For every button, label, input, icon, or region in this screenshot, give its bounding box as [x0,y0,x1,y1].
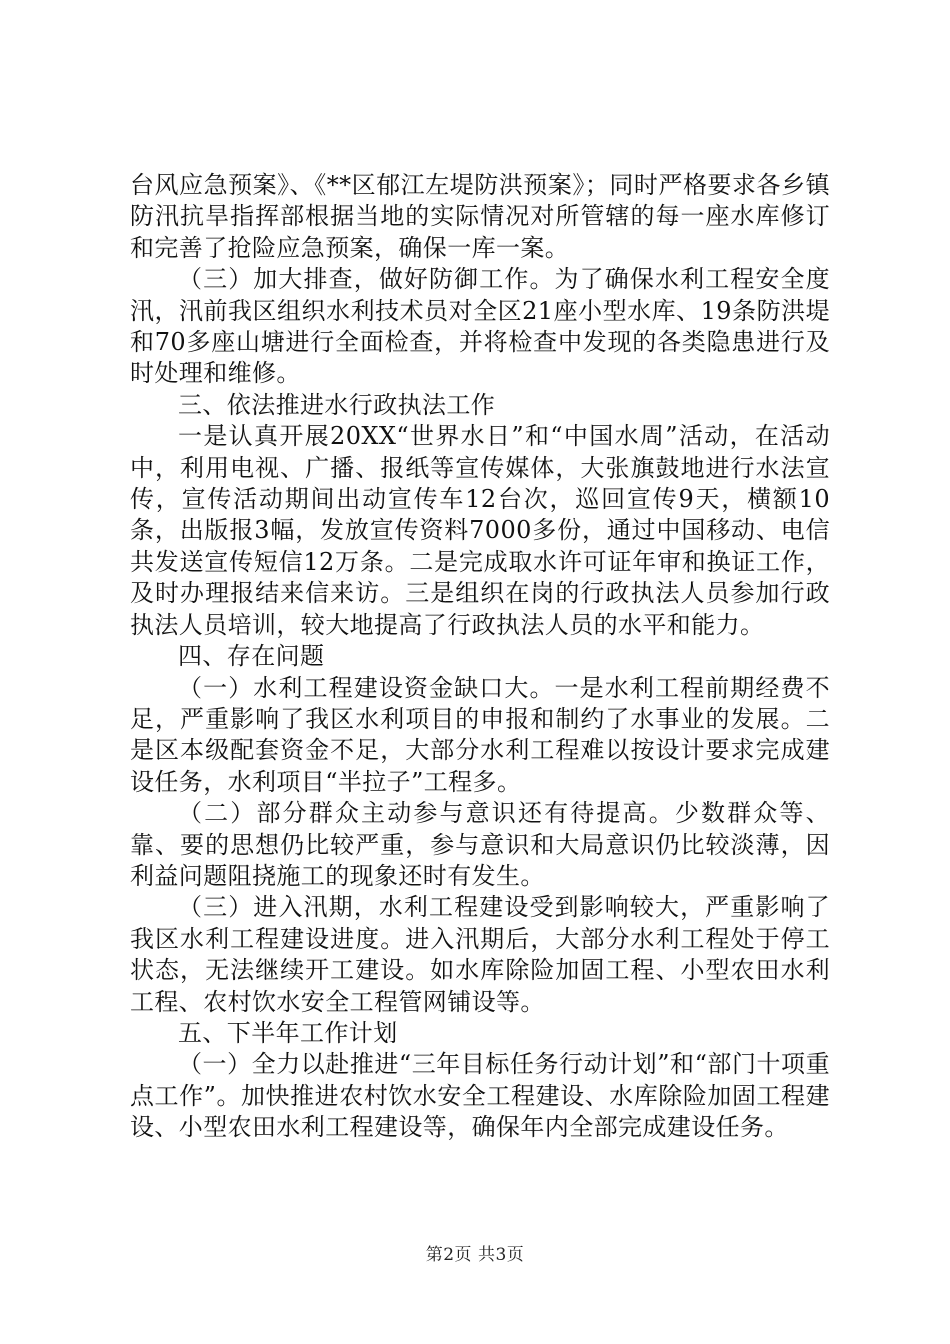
heading-next-half-plan: 五、下半年工作计划 [178,1018,398,1047]
page-number-footer: 第2页 共3页 [425,1245,525,1265]
paragraph-problem-flood-season: （三）进入汛期，水利工程建设受到影响较大，严重影响了我区水利工程建设进度。进入汛期后，大部分水利工程处于停工状态，无法继续开工建设。如水库除险加固工程、小型农田水利工程、农村饮水安全工程管网铺设等。 [130,893,830,1016]
heading-law-enforcement: 三、依法推进水行政执法工作 [178,390,496,419]
heading-problems: 四、存在问题 [178,642,325,671]
paragraph-plan-key-tasks: （一）全力以赴推进“三年目标任务行动计划”和“部门十项重点工作”。加快推进农村饮水安全工程建设、水库除险加固工程建设、小型农田水利工程建设等，确保年内全部完成建设任务。 [130,1050,830,1142]
paragraph-plan-continuation: 台风应急预案》、《**区郁江左堤防洪预案》；同时严格要求各乡镇防汛抗旱指挥部根据当地的实际情况对所管辖的每一座水库修订和完善了抢险应急预案，确保一库一案。 [130,171,830,262]
paragraph-problem-participation: （二）部分群众主动参与意识还有待提高。少数群众等、靠、要的思想仍比较严重，参与意识和大局意识仍比较淡薄，因利益问题阻挠施工的现象还时有发生。 [130,799,830,890]
paragraph-law-enforcement: 一是认真开展20XX“世界水日”和“中国水周”活动，在活动中，利用电视、广播、报纸等宣传媒体，大张旗鼓地进行水法宣传，宣传活动期间出动宣传车12台次，巡回宣传9天，横额10条，出版报3幅，发放宣传资料7000多份，通过中国移动、电信共发送宣传短信12万条。二是完成取水许可证年审和换证工作，及时办理报结来信来访。三是组织在岗的行政执法人员参加行政执法人员培训，较大地提高了行政执法人员的水平和能力。 [130,422,830,639]
paragraph-inspection: （三）加大排查，做好防御工作。为了确保水利工程安全度汛，汛前我区组织水利技术员对全区21座小型水库、19条防洪堤和70多座山塘进行全面检查，并将检查中发现的各类隐患进行及时处理和维修。 [130,265,830,388]
document-body [130,170,830,1144]
paragraph-problem-funding: （一）水利工程建设资金缺口大。一是水利工程前期经费不足，严重影响了我区水利项目的申报和制约了水事业的发展。二是区本级配套资金不足，大部分水利工程难以按设计要求完成建设任务，水利项目“半拉子”工程多。 [130,673,830,796]
